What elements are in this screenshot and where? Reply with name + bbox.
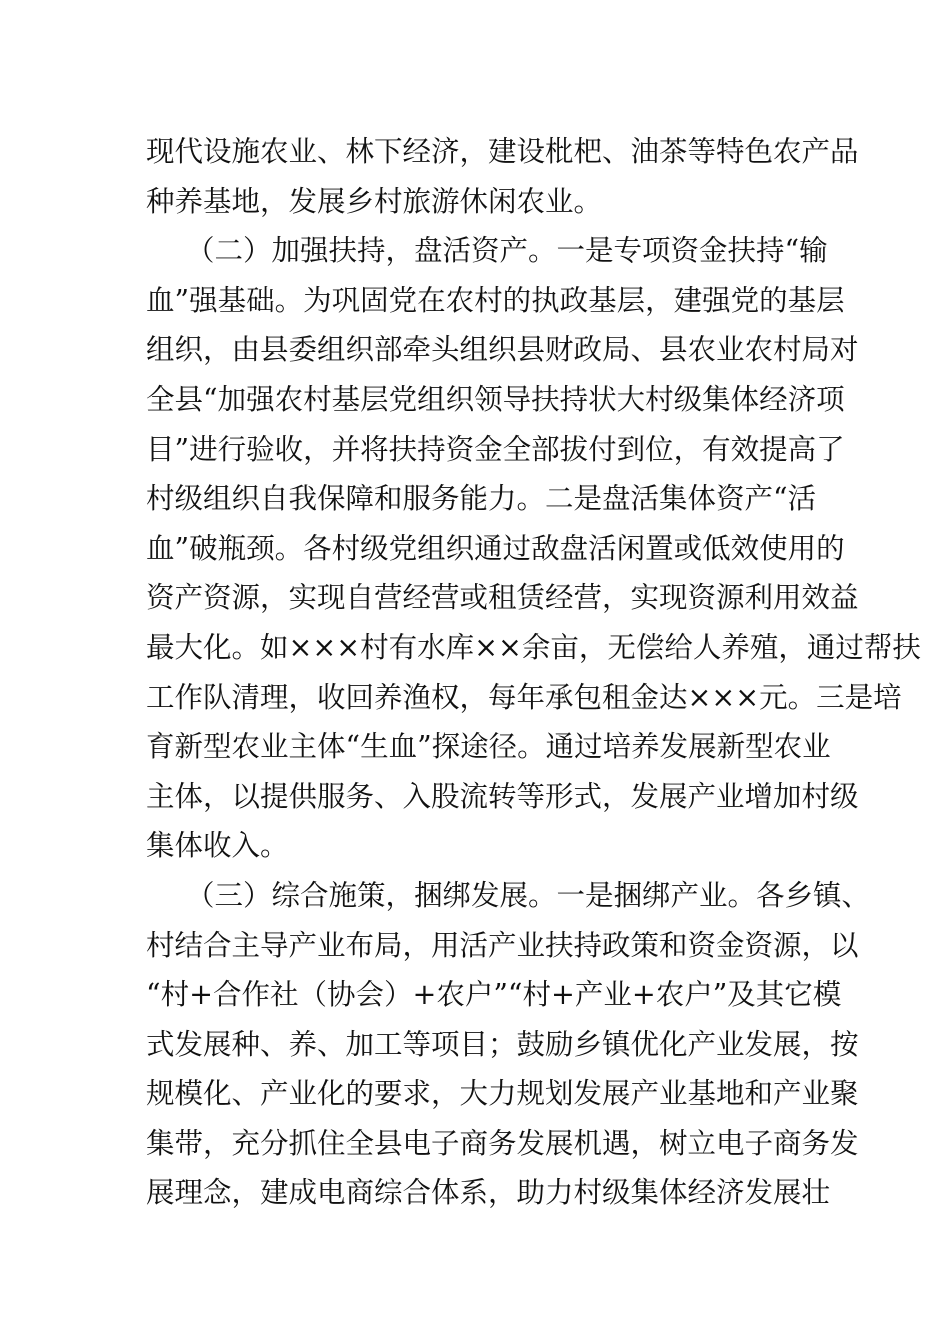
document-body <box>146 127 921 1218</box>
text-line: （二）加强扶持，盘活资产。一是专项资金扶持“输 <box>186 234 828 268</box>
text-line: 规模化、产业化的要求，大力规划发展产业基地和产业聚 <box>146 1077 859 1111</box>
text-line: 血”破瓶颈。各村级党组织通过敌盘活闲置或低效使用的 <box>146 531 845 565</box>
text-line: 血”强基础。为巩固党在农村的执政基层，建强党的基层 <box>146 283 845 317</box>
text-line: 目”进行验收，并将扶持资金全部拔付到位，有效提高了 <box>146 432 845 466</box>
text-line: 村结合主导产业布局，用活产业扶持政策和资金资源，以 <box>146 928 859 962</box>
text-line: 育新型农业主体“生血”探途径。通过培养发展新型农业 <box>146 730 831 764</box>
text-line: 集体收入。 <box>146 829 289 863</box>
paragraph-2 <box>146 226 921 871</box>
text-line: 现代设施农业、林下经济，建设枇杷、油茶等特色农产品 <box>146 135 859 168</box>
text-line: 村级组织自我保障和服务能力。二是盘活集体资产“活 <box>146 482 817 516</box>
text-line: “村+合作社（协会）+农户”“村+产业+农户”及其它模 <box>146 978 842 1012</box>
paragraph-3 <box>146 871 871 1218</box>
text-line: 资产资源，实现自营经营或租赁经营，实现资源利用效益 <box>146 581 859 615</box>
text-line: 式发展种、养、加工等项目；鼓励乡镇优化产业发展，按 <box>146 1027 859 1061</box>
text-line: 组织，由县委组织部牵头组织县财政局、县农业农村局对 <box>146 333 859 367</box>
text-line: 工作队清理，收回养渔权，每年承包租金达×××元。三是培 <box>146 680 902 714</box>
text-line: 种养基地，发展乡村旅游休闲农业。 <box>146 184 603 218</box>
paragraph-1 <box>146 127 859 226</box>
text-line: 展理念，建成电商综合体系，助力村级集体经济发展壮 <box>146 1176 831 1210</box>
text-line: 最大化。如×××村有水库××余亩，无偿给人养殖，通过帮扶 <box>146 630 921 664</box>
text-line: （三）综合施策，捆绑发展。一是捆绑产业。各乡镇、 <box>186 878 871 912</box>
text-line: 主体，以提供服务、入股流转等形式，发展产业增加村级 <box>146 779 859 813</box>
text-line: 全县“加强农村基层党组织领导扶持状大村级集体经济项 <box>146 382 845 416</box>
text-line: 集带，充分抓住全县电子商务发展机遇，树立电子商务发 <box>146 1126 859 1160</box>
